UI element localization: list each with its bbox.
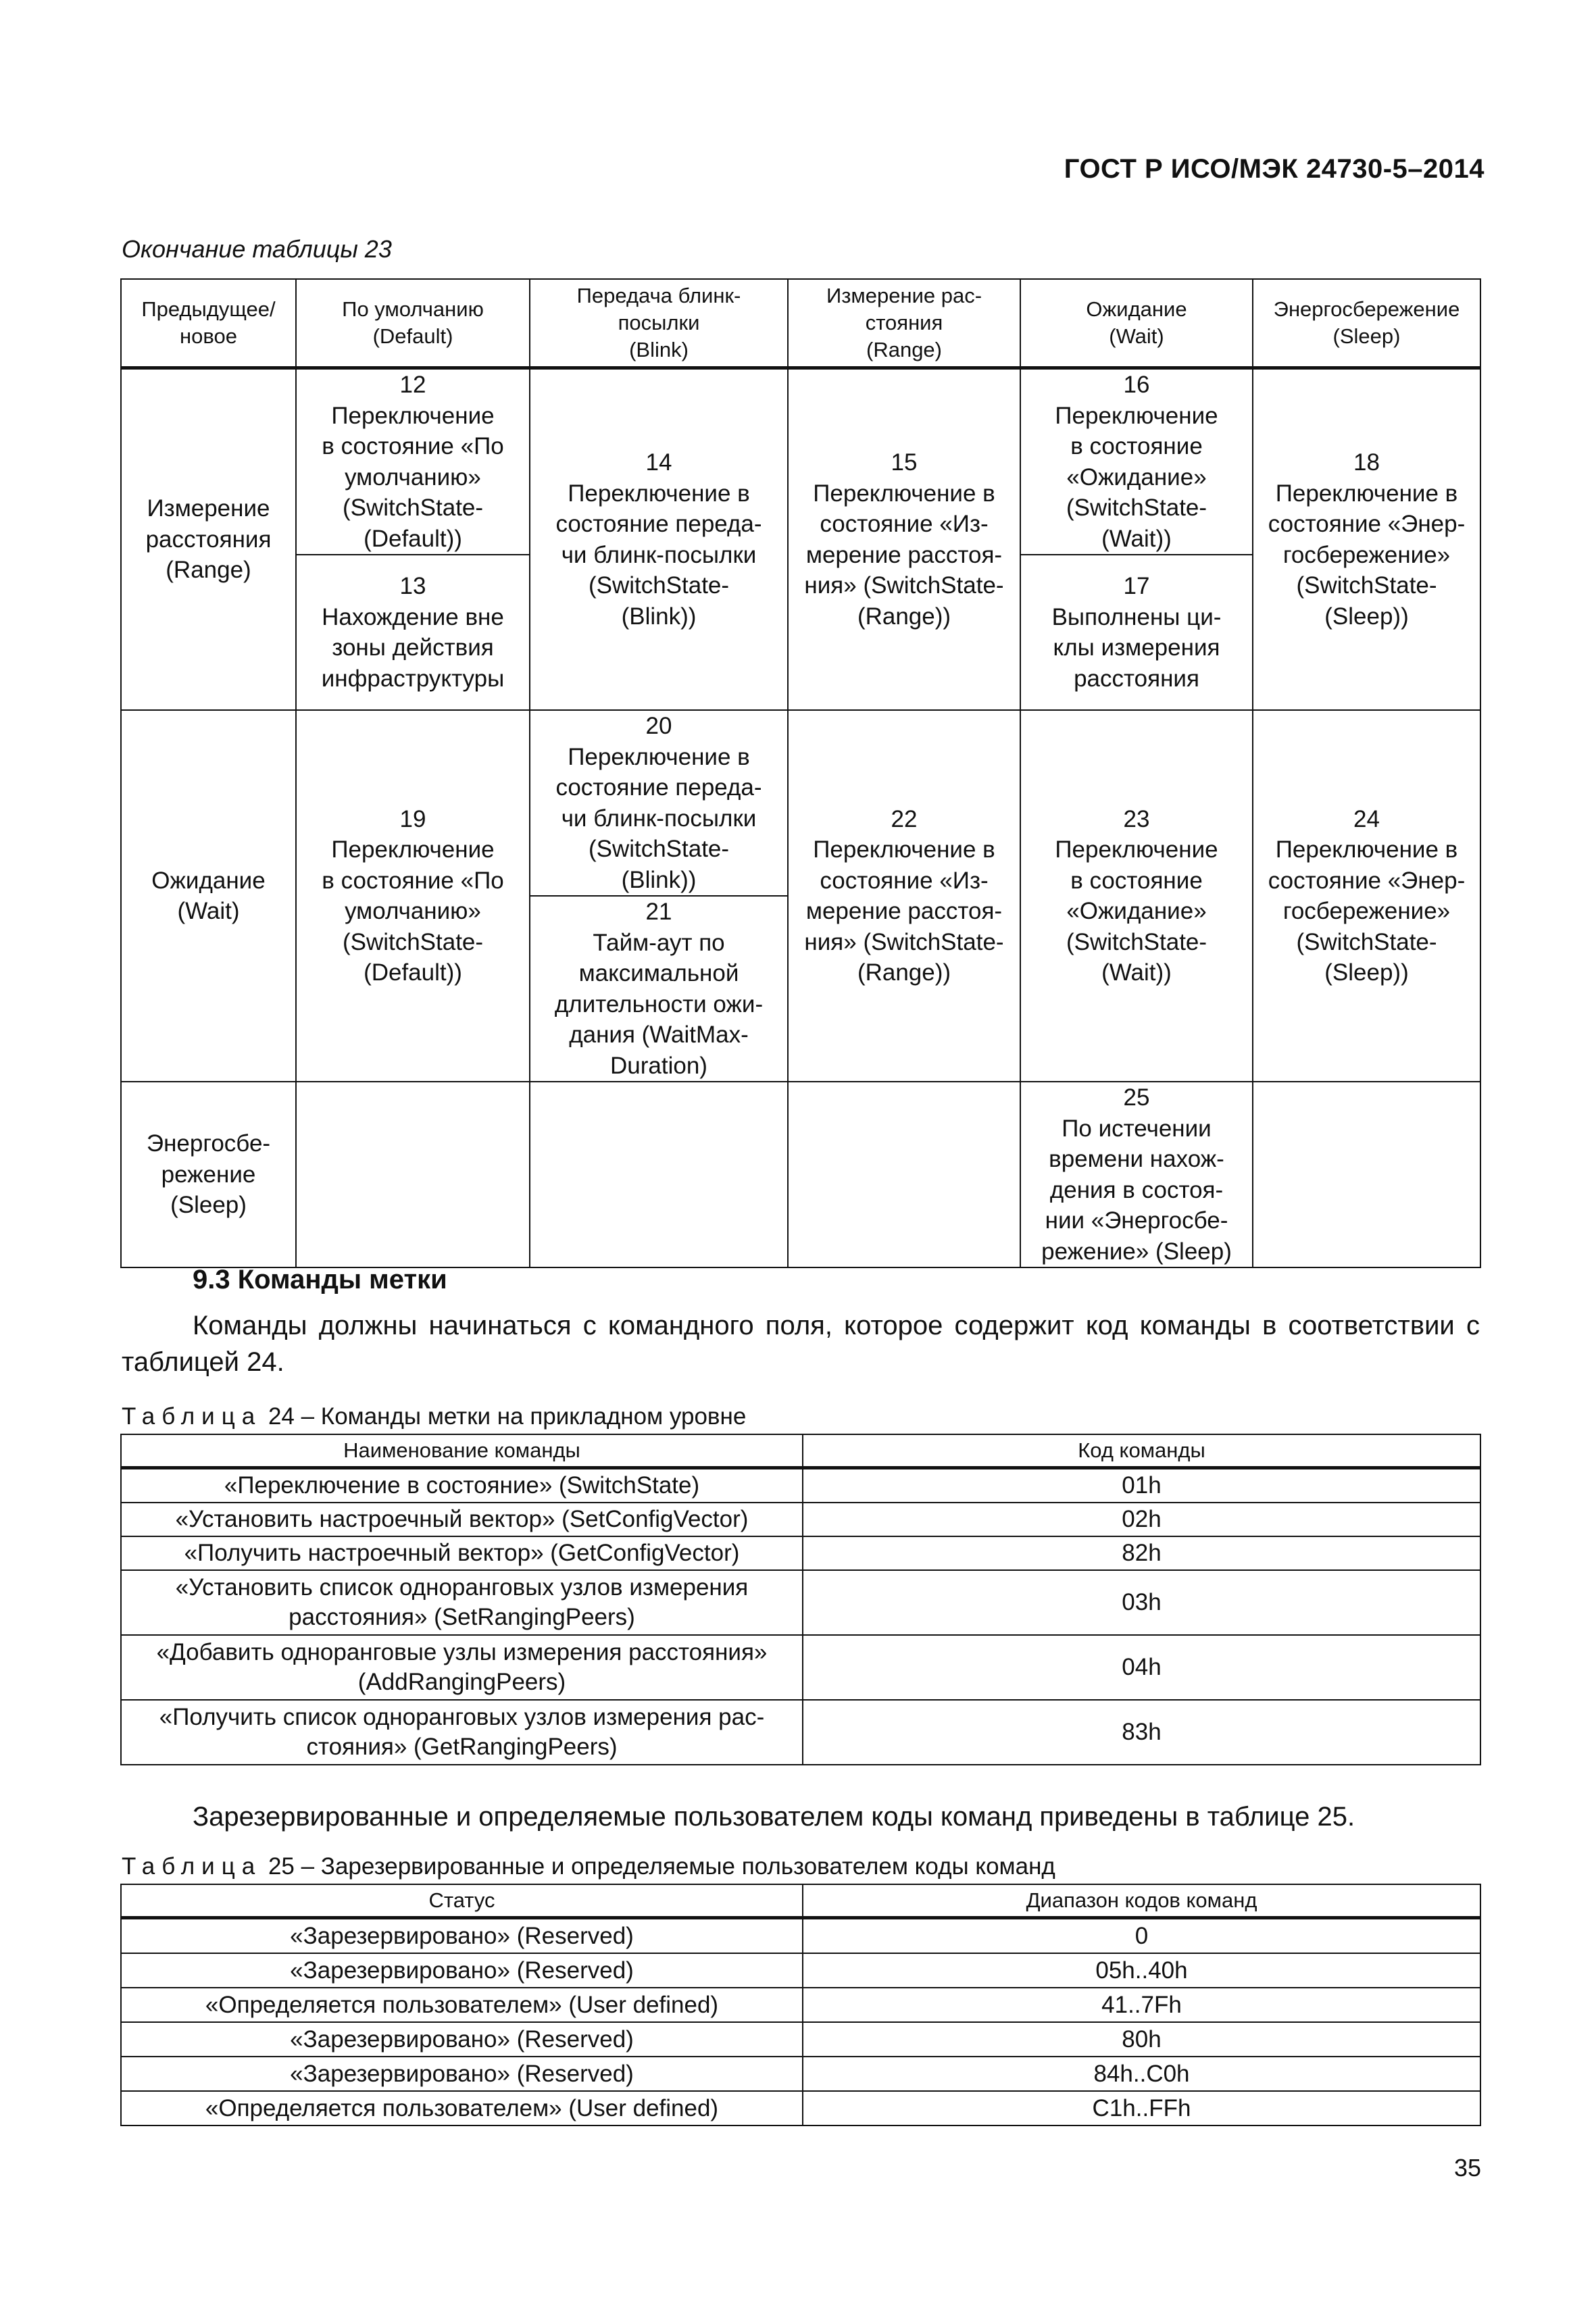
cell-line: (Wait)) [1101,959,1172,986]
cell-line: Энергосбе- [146,1130,271,1157]
status: «Определяется пользователем» (User defined) [121,1988,803,2022]
cell-20 [530,710,788,896]
cell-empty [530,1082,788,1267]
cell-line: Измерение рас- [826,284,982,307]
command-name-line-1: «Добавить одноранговые узлы измерения расстояния» [156,1639,768,1665]
cell-line: 23 [1123,805,1150,832]
col-header-sleep [1253,279,1480,368]
command-name [121,1635,803,1700]
page-number: 35 [1453,2154,1481,2182]
cell-line: (SwitchState- [1066,928,1207,955]
command-code: 82h [803,1536,1480,1570]
cell-23 [1020,710,1253,1082]
cell-line: Переключение [331,402,495,429]
table-row [121,1635,1480,1700]
cell-line: 24 [1353,805,1380,832]
command-name-line-1: «Установить список одноранговых узлов измерения [175,1574,749,1601]
cell-line: состояние «Энер- [1268,867,1466,894]
cell-line: госбережение» [1282,541,1451,568]
cell-line: ния» (SwitchState- [804,572,1004,599]
code-range: 05h..40h [803,1953,1480,1988]
col-header-code-range: Диапазон кодов команд [803,1884,1480,1918]
table-row [121,1988,1480,2022]
cell-line: (Sleep)) [1324,603,1409,630]
cell-line: (Range)) [857,603,951,630]
cell-line: «Ожидание» [1066,898,1207,924]
cell-line: 16 [1123,372,1150,398]
table-row [121,2057,1480,2091]
cell-line: Выполнены ци- [1051,603,1222,630]
cell-18 [1253,368,1480,711]
cell-line: (SwitchState- [1066,495,1207,521]
command-name-line-2: стояния» (GetRangingPeers) [306,1734,618,1760]
cell-line: Энергосбережение [1273,297,1460,321]
col-header-blink [530,279,788,368]
command-name-line-2: расстояния» (SetRangingPeers) [289,1604,635,1630]
table-25-caption-text: 25 – Зарезервированные и определяемые пользователем коды команд [261,1853,1055,1880]
cell-line: (Range)) [857,959,951,986]
cell-line: в состояние [1070,433,1203,459]
col-header-command-code: Код команды [803,1434,1480,1468]
reserved-codes-paragraph: Зарезервированные и определяемые пользователем коды команд приведены в таблице 25. [193,1802,1355,1832]
cell-line: Переключение в [1275,480,1458,507]
cell-line: госбережение» [1282,898,1451,924]
col-header-range [788,279,1020,368]
cell-line: в состояние «По [322,867,504,894]
cell-line: (Default) [372,324,453,348]
cell-line: умолчанию» [345,898,481,924]
cell-line: чи блинк-посылки [561,541,757,568]
table-23 [120,278,1481,1268]
cell-line: Передача блинк- [576,284,741,307]
cell-empty [1253,1082,1480,1267]
table-23-continuation-caption: Окончание таблицы 23 [122,235,392,263]
cell-line: Переключение в [568,743,750,770]
cell-line: стояния [865,311,943,334]
command-name: «Переключение в состояние» (SwitchState) [121,1468,803,1503]
cell-line: нии «Энергосбе- [1045,1207,1228,1234]
table-row [121,1536,1480,1570]
table-25 [120,1884,1481,2126]
cell-line: (Range) [866,338,942,361]
cell-line: (Default)) [364,959,462,986]
section-title: 9.3 Команды метки [193,1265,447,1294]
cell-24 [1253,710,1480,1082]
cell-line: (SwitchState- [588,836,730,862]
cell-line: Предыдущее/ [141,297,276,321]
cell-line: Переключение в [813,836,995,863]
cell-line: ния» (SwitchState- [804,928,1004,955]
cell-line: расстояния [145,526,272,553]
cell-line: (SwitchState- [588,572,730,599]
cell-14 [530,368,788,711]
status: «Зарезервировано» (Reserved) [121,1953,803,1988]
code-range: 41..7Fh [803,1988,1480,2022]
command-code: 03h [803,1570,1480,1635]
cell-line: чи блинк-посылки [561,805,757,832]
cell-line: клы измерения [1053,634,1220,661]
table-24-caption-text: 24 – Команды метки на прикладном уровне [261,1403,747,1430]
cell-line: новое [180,324,237,348]
cell-line: (Blink)) [621,866,697,893]
cell-line: (Blink)) [621,603,697,630]
cell-line: 17 [1123,573,1150,599]
cell-line: (Range) [166,557,251,584]
cell-line: расстояния [1074,665,1199,692]
cell-19 [296,710,530,1082]
cell-line: состояние «Из- [820,867,989,894]
cell-line: 25 [1123,1084,1150,1111]
cell-line: максимальной [578,960,739,986]
command-name-line-1: «Получить список одноранговых узлов измерения рас- [159,1704,765,1730]
status: «Определяется пользователем» (User defined) [121,2091,803,2126]
command-code: 01h [803,1468,1480,1503]
table-24-caption-label: Таблица [122,1403,262,1430]
cell-12 [296,368,530,555]
code-range: 80h [803,2022,1480,2057]
cell-line: 20 [645,713,672,739]
cell-line: режение [161,1161,256,1188]
cell-line: режение» (Sleep) [1041,1238,1232,1265]
cell-line: мерение расстоя- [805,898,1003,924]
code-range: 0 [803,1918,1480,1954]
command-name-line-2: (AddRangingPeers) [357,1669,566,1695]
command-code: 02h [803,1503,1480,1536]
cell-line: (SwitchState- [1296,928,1437,955]
cell-line: Переключение [1055,402,1218,429]
cell-line: (Default)) [364,525,462,552]
cell-line: 15 [891,449,918,476]
status: «Зарезервировано» (Reserved) [121,1918,803,1954]
code-range: C1h..FFh [803,2091,1480,2126]
cell-line: (SwitchState- [1296,572,1437,599]
cell-line: (Wait) [1109,324,1164,348]
command-name: «Установить настроечный вектор» (SetConfigVector) [121,1503,803,1536]
table-row [121,1503,1480,1536]
table-24 [120,1434,1481,1765]
table-row [121,1570,1480,1635]
table-row [121,1953,1480,1988]
cell-line: Переключение в [1275,836,1458,863]
cell-line: Ожидание [1086,297,1187,321]
cell-line: состояние «Из- [820,511,989,537]
cell-15 [788,368,1020,711]
cell-line: посылки [618,311,700,334]
cell-line: состояние переда- [555,774,762,801]
status: «Зарезервировано» (Reserved) [121,2057,803,2091]
cell-line: зоны действия [332,634,494,661]
cell-25 [1020,1082,1253,1267]
cell-line: «Ожидание» [1066,463,1207,491]
cell-line: (Sleep)) [1324,959,1409,986]
cell-line: умолчанию» [345,463,481,491]
cell-line: времени нахож- [1049,1146,1224,1172]
document-header: ГОСТ Р ИСО/МЭК 24730-5–2014 [1064,154,1485,184]
cell-line: По умолчанию [342,297,484,321]
cell-line: дения в состоя- [1049,1176,1224,1203]
col-header-prev-new [121,279,296,368]
command-code: 04h [803,1635,1480,1700]
cell-line: Переключение [1055,836,1218,863]
cell-line: (SwitchState- [342,495,484,521]
cell-line: (Sleep) [1332,324,1401,348]
table-row [121,1918,1480,1954]
cell-line: инфраструктуры [321,665,505,692]
col-header-wait [1020,279,1253,368]
cell-line: Duration) [610,1052,707,1079]
table-25-caption [122,1853,1055,1880]
cell-21 [530,896,788,1082]
cell-line: мерение расстоя- [805,541,1003,568]
table-25-caption-label: Таблица [122,1853,262,1880]
command-code: 83h [803,1700,1480,1765]
cell-line: дания (WaitMax- [569,1022,749,1048]
col-header-command-name: Наименование команды [121,1434,803,1468]
cell-line: По истечении [1062,1115,1212,1142]
cell-line: 22 [891,805,918,832]
status: «Зарезервировано» (Reserved) [121,2022,803,2057]
command-name: «Получить настроечный вектор» (GetConfigVector) [121,1536,803,1570]
col-header-status: Статус [121,1884,803,1918]
cell-line: 14 [645,449,672,476]
cell-line: Тайм-аут по [593,929,725,956]
cell-22 [788,710,1020,1082]
command-name [121,1570,803,1635]
cell-line: состояние переда- [555,511,762,537]
cell-16 [1020,368,1253,555]
row-state-range [121,368,296,711]
code-range: 84h..C0h [803,2057,1480,2091]
cell-line: (Sleep) [170,1192,247,1219]
cell-line: Ожидание [151,867,266,894]
table-24-caption [122,1403,746,1430]
cell-line: Переключение [331,836,495,863]
cell-line: в состояние [1070,867,1203,894]
cell-line: в состояние «По [322,433,504,459]
section-paragraph: Команды должны начинаться с командного поля, которое содержит код команды в соответствии с таблицей 24. [122,1311,1480,1377]
cell-13 [296,555,530,710]
cell-line: (Wait)) [1101,525,1172,552]
row-state-sleep [121,1082,296,1267]
cell-line: Переключение в [813,480,995,507]
cell-line: состояние «Энер- [1268,511,1466,537]
cell-line: (SwitchState- [342,928,484,955]
cell-line: Переключение в [568,480,750,507]
cell-empty [788,1082,1020,1267]
cell-line: Измерение [147,495,270,522]
cell-line: 13 [399,573,426,599]
row-state-wait [121,710,296,1082]
cell-17 [1020,555,1253,710]
table-row [121,2091,1480,2126]
cell-empty [296,1082,530,1267]
command-name [121,1700,803,1765]
cell-line: Нахождение вне [322,603,504,630]
cell-line: 19 [399,805,426,832]
cell-line: 12 [399,372,426,398]
table-row [121,1700,1480,1765]
cell-line: 18 [1353,449,1380,476]
cell-line: 21 [645,899,672,925]
table-row [121,2022,1480,2057]
table-row [121,1468,1480,1503]
cell-line: (Wait) [177,898,240,924]
cell-line: длительности ожи- [554,990,764,1017]
col-header-default [296,279,530,368]
cell-line: (Blink) [629,338,689,361]
